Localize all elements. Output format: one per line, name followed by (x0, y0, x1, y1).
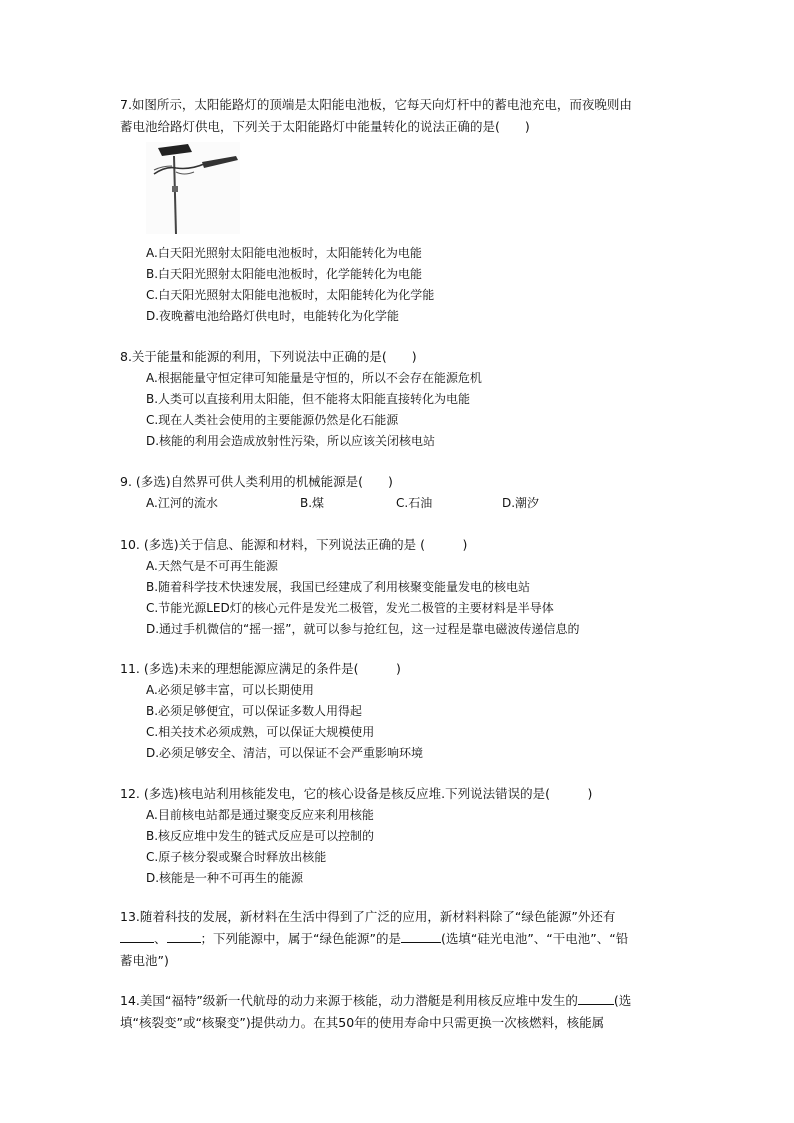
q14-stem-line2: 填“核裂变”或“核聚变”)提供动力。在其50年的使用寿命中只需更换一次核燃料，核能属 (120, 1015, 605, 1030)
q12-option-b: B.核反应堆中发生的链式反应是可以控制的 (146, 829, 375, 843)
q14-blank-1[interactable] (578, 992, 614, 1005)
q7-stem-line2: 蓄电池给路灯供电，下列关于太阳能路灯中能量转化的说法正确的是( ) (120, 119, 530, 134)
q10-option-a: A.天然气是不可再生能源 (146, 559, 278, 573)
q11-option-d: D.必须足够安全、清洁，可以保证不会严重影响环境 (146, 746, 424, 760)
q11-option-c: C.相关技术必须成熟，可以保证大规模使用 (146, 725, 375, 739)
q12-option-c: C.原子核分裂或聚合时释放出核能 (146, 850, 327, 864)
q8-option-c: C.现在人类社会使用的主要能源仍然是化石能源 (146, 413, 399, 427)
solar-street-lamp-image (146, 142, 240, 234)
q13-stem-line3: 蓄电池”) (120, 953, 169, 968)
q8-option-d: D.核能的利用会造成放射性污染，所以应该关闭核电站 (146, 434, 436, 448)
q13-blank-3[interactable] (401, 930, 441, 943)
q14-stem-line1 (120, 992, 631, 1010)
q14-stem-tail: (选 (613, 993, 632, 1008)
q14-stem-head: 14.美国“福特”级新一代航母的动力来源于核能，动力潜艇是利用核反应堆中发生的 (120, 993, 578, 1008)
q7-option-c: C.白天阳光照射太阳能电池板时，太阳能转化为化学能 (146, 288, 435, 302)
q7-option-d: D.夜晚蓄电池给路灯供电时，电能转化为化学能 (146, 309, 400, 323)
q7-option-a: A.白天阳光照射太阳能电池板时，太阳能转化为电能 (146, 246, 422, 260)
q8-stem: 8.关于能量和能源的利用，下列说法中正确的是( ) (120, 349, 417, 364)
q8-option-a: A.根据能量守恒定律可知能量是守恒的，所以不会存在能源危机 (146, 371, 482, 385)
q13-blank-1[interactable] (120, 930, 154, 943)
q7-option-b: B.白天阳光照射太阳能电池板时，化学能转化为电能 (146, 267, 423, 281)
q9-stem: 9. (多选)自然界可供人类利用的机械能源是( ) (120, 474, 393, 489)
q13-separator-2: ；下列能源中，属于“绿色能源”的是 (200, 931, 401, 946)
q9-options-row (146, 494, 539, 512)
q12-option-a: A.目前核电站都是通过聚变反应来利用核能 (146, 808, 374, 822)
q12-option-d: D.核能是一种不可再生的能源 (146, 871, 304, 885)
q13-choices: (选填“硅光电池”、“干电池”、“铅 (440, 931, 629, 946)
q10-option-d: D.通过手机微信的“摇一摇”，就可以参与抢红包，这一过程是靠电磁波传递信息的 (146, 622, 580, 636)
q9-option-c: C.石油 (396, 496, 433, 510)
q9-option-a: A.江河的流水 (146, 496, 218, 510)
q11-stem: 11. (多选)未来的理想能源应满足的条件是( ) (120, 661, 401, 676)
q10-option-c: C.节能光源LED灯的核心元件是发光二极管，发光二极管的主要材料是半导体 (146, 601, 554, 615)
q12-stem: 12. (多选)核电站利用核能发电，它的核心设备是核反应堆.下列说法错误的是( ) (120, 786, 593, 801)
q11-option-a: A.必须足够丰富，可以长期使用 (146, 683, 314, 697)
q10-stem: 10. (多选)关于信息、能源和材料，下列说法正确的是 ( ) (120, 537, 468, 552)
q13-stem-line1: 13.随着科技的发展，新材料在生活中得到了广泛的应用，新材料料除了“绿色能源”外还有 (120, 909, 616, 924)
q7-stem-line1: 7.如图所示，太阳能路灯的顶端是太阳能电池板，它每天向灯杆中的蓄电池充电，而夜晚则由 (120, 97, 632, 112)
q13-blank-2[interactable] (167, 930, 201, 943)
q10-option-b: B.随着科学技术快速发展，我国已经建成了利用核聚变能量发电的核电站 (146, 580, 531, 594)
q8-option-b: B.人类可以直接利用太阳能，但不能将太阳能直接转化为电能 (146, 392, 471, 406)
q13-separator-1: 、 (154, 931, 167, 946)
q13-stem-line2 (120, 930, 628, 948)
q9-option-b: B.煤 (300, 496, 325, 510)
q9-option-d: D.潮汐 (502, 496, 540, 510)
q11-option-b: B.必须足够便宜，可以保证多数人用得起 (146, 704, 363, 718)
